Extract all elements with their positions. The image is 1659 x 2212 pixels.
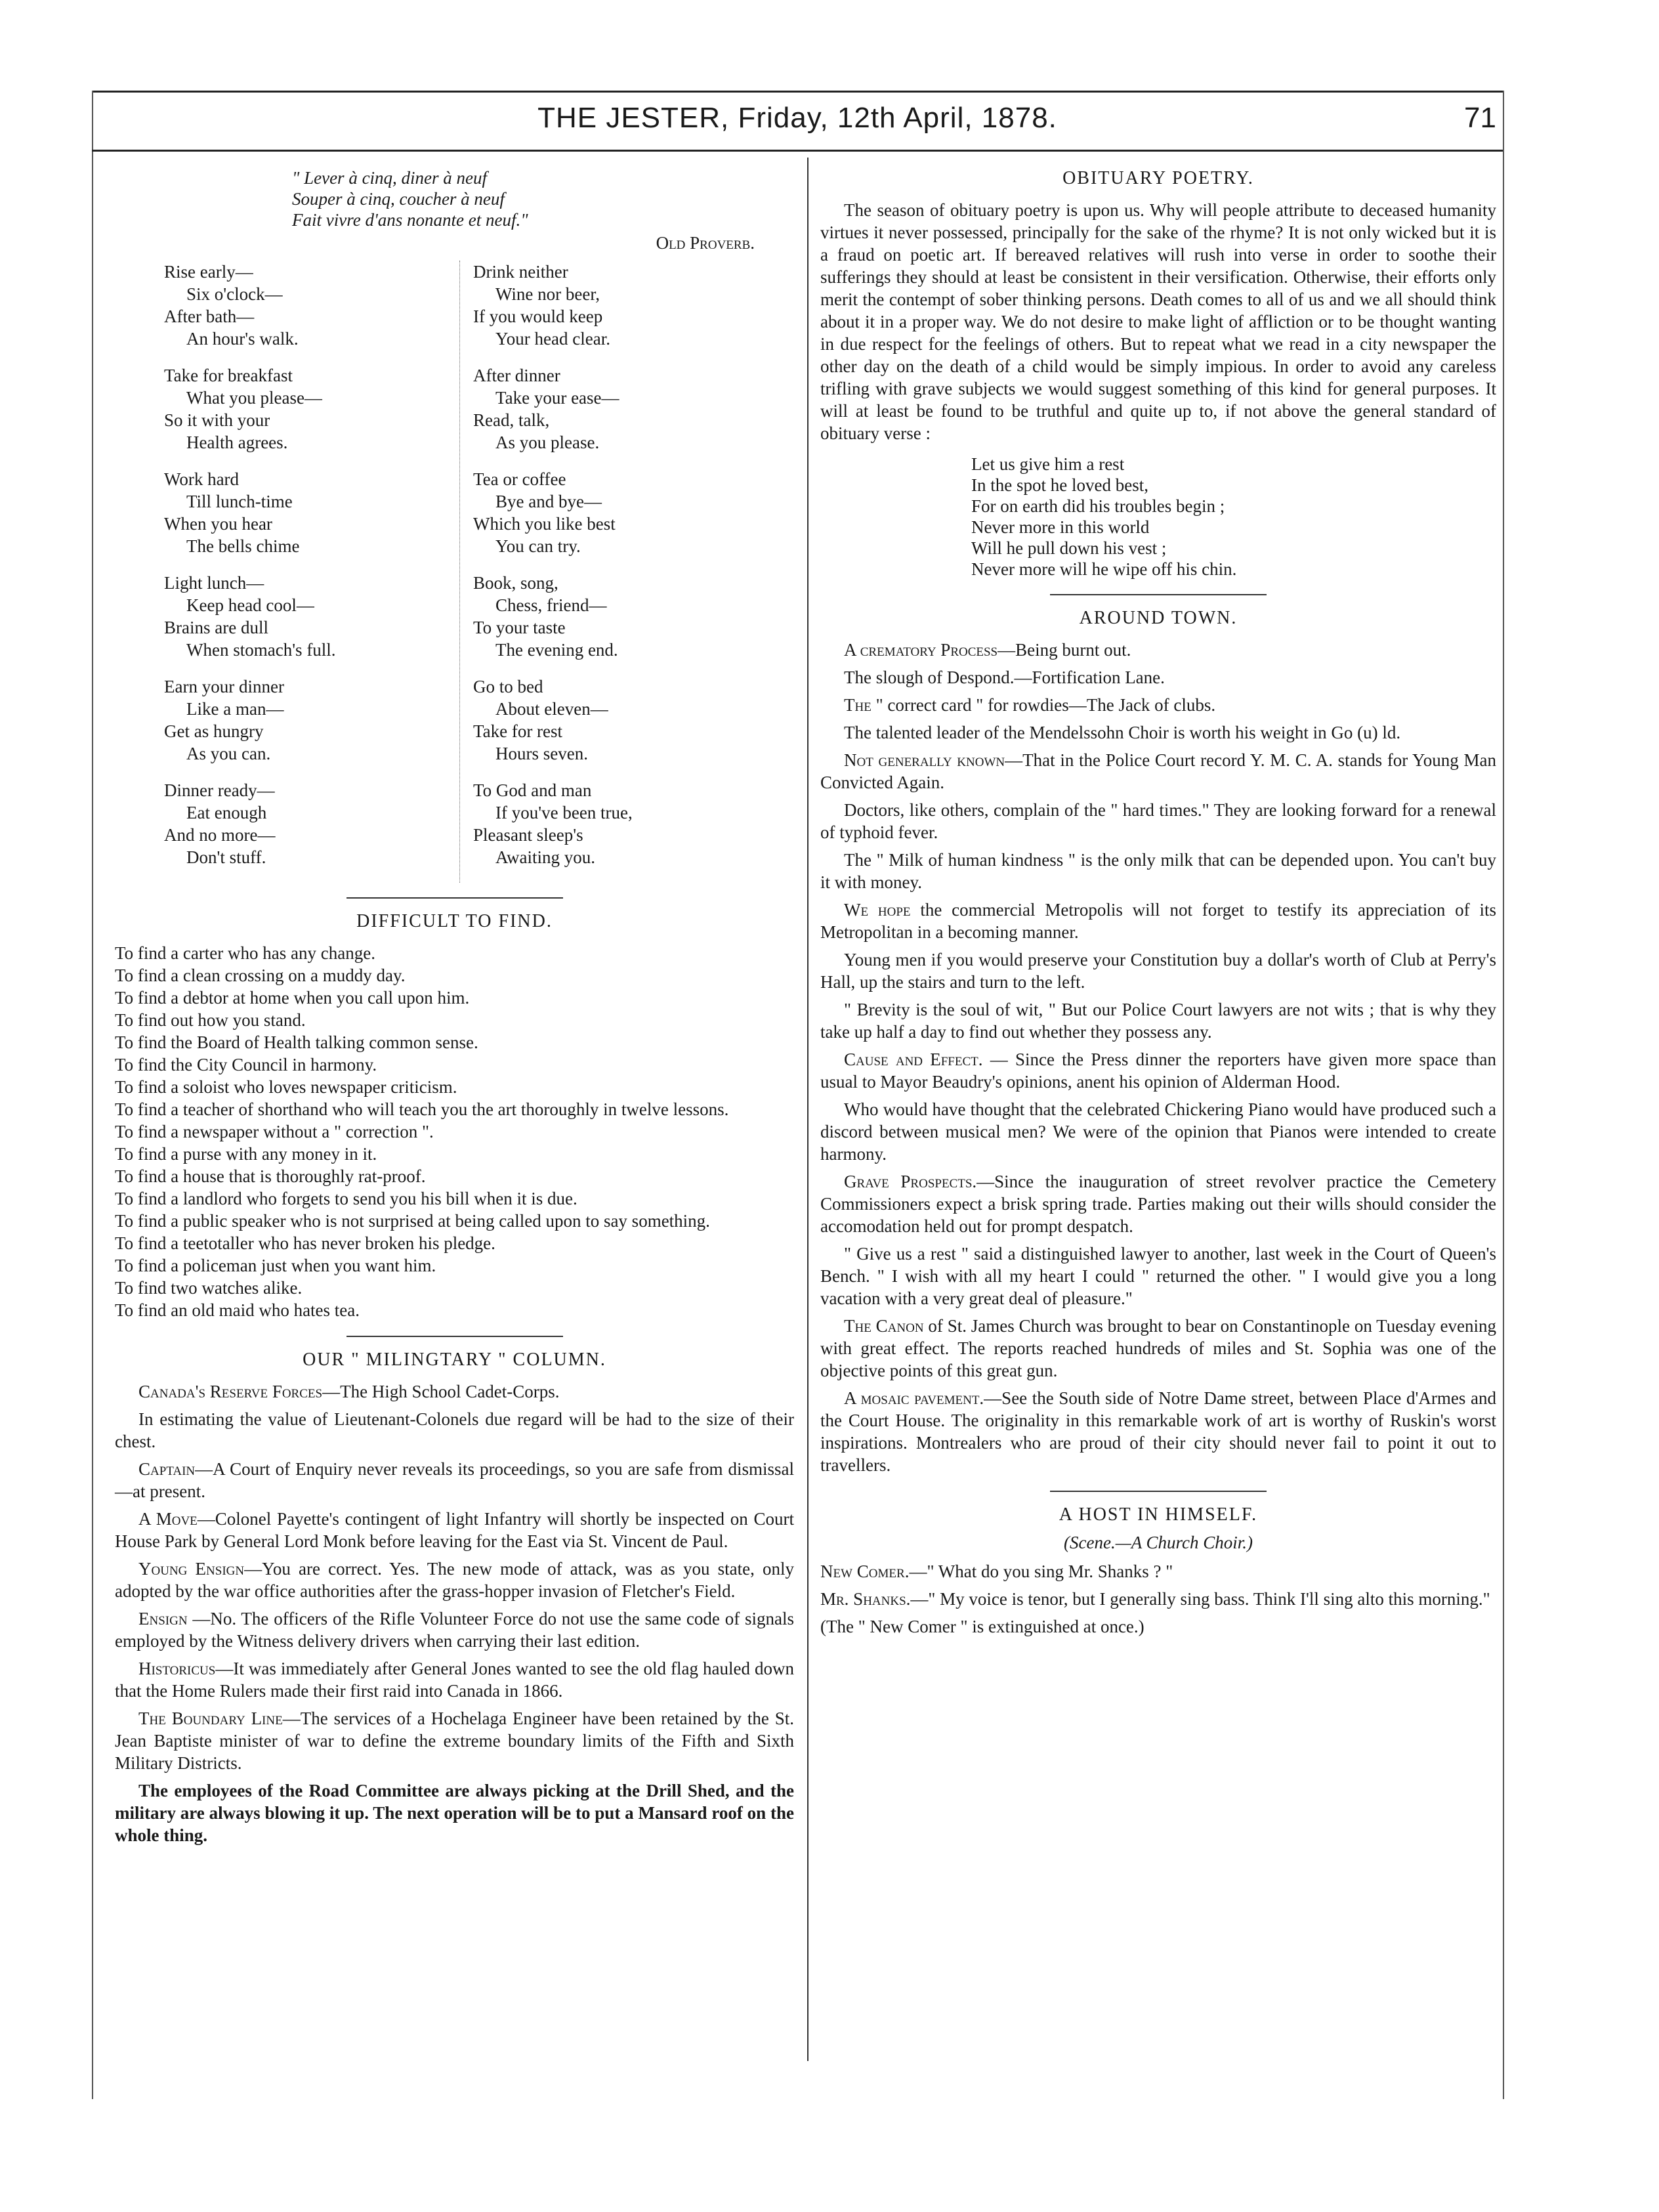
paragraph <box>115 1458 794 1502</box>
list-item: To find the City Council in harmony. <box>115 1055 377 1074</box>
paragraph-lead: Ensign <box>138 1609 188 1628</box>
paragraph-lead: A crematory Process <box>844 640 998 660</box>
poem-left-column <box>164 261 459 883</box>
paragraph <box>115 1779 794 1846</box>
section-title-obituary: OBITUARY POETRY. <box>1062 168 1254 188</box>
poem-line: After dinner <box>473 366 560 385</box>
poem-line: When you hear <box>164 514 272 534</box>
poem-line: An hour's walk. <box>186 329 299 349</box>
dialogue-text: —" My voice is tenor, but I generally sing bass. Think I'll sing alto this morning." <box>910 1589 1490 1609</box>
speaker: New Comer. <box>820 1562 910 1581</box>
paragraph-lead: The Canon <box>844 1316 924 1336</box>
epigraph-line: Fait vivre d'ans nonante et neuf." <box>292 210 528 230</box>
dialogue-line <box>820 1560 1496 1583</box>
poem-line: Your head clear. <box>495 329 610 349</box>
poem-line: Keep head cool— <box>186 595 314 615</box>
verse-line: Never more will he wipe off his chin. <box>971 559 1237 579</box>
paragraph <box>115 1558 794 1602</box>
section-title-milingtary: OUR " MILINGTARY " COLUMN. <box>303 1350 606 1370</box>
paragraph-text: " Brevity is the soul of wit, " But our Police Court lawyers are not wits ; that is why they take up half a day to find out whether they possess any. <box>820 1000 1496 1042</box>
verse-line: Will he pull down his vest ; <box>971 538 1167 558</box>
epigraph-attribution: Old Proverb. <box>656 233 755 253</box>
list-item: To find a carter who has any change. <box>115 943 375 963</box>
poem-line: Which you like best <box>473 514 616 534</box>
poem-stanza <box>164 364 459 454</box>
poem-line: Wine nor beer, <box>495 284 600 304</box>
section-title-around: AROUND TOWN. <box>1079 608 1238 628</box>
paragraph-text: " correct card " for rowdies—The Jack of clubs. <box>871 695 1216 715</box>
paragraph-text: —No. The officers of the Rifle Volunteer Force do not use the same code of signals employed by the Witness delivery drivers when carrying their last edition. <box>115 1609 794 1651</box>
paragraph-text: The " Milk of human kindness " is the only milk that can be depended upon. You can't buy it with money. <box>820 850 1496 892</box>
paragraph <box>820 721 1496 744</box>
paragraph-text: —It was immediately after General Jones wanted to see the old flag hauled down that the Home Rulers made their first raid into Canada in 1866. <box>115 1659 794 1701</box>
epigraph-line: " Lever à cinq, diner à neuf <box>292 168 488 188</box>
list-item: To find out how you stand. <box>115 1010 306 1030</box>
list-item: To find a soloist who loves newspaper criticism. <box>115 1077 457 1097</box>
poem-line: Go to bed <box>473 677 543 696</box>
paragraph <box>820 899 1496 943</box>
poem-line: Pleasant sleep's <box>473 825 583 845</box>
paragraph-lead: Cause and Effect. <box>844 1050 983 1069</box>
paragraph <box>115 1657 794 1702</box>
header-rule <box>92 150 1503 152</box>
paragraph <box>820 639 1496 661</box>
poem-line: Take for breakfast <box>164 366 293 385</box>
poem-stanza <box>164 468 459 557</box>
poem-line: To your taste <box>473 618 566 637</box>
list-item: To find a policeman just when you want him. <box>115 1256 436 1275</box>
section-rule <box>346 1336 563 1337</box>
paragraph <box>820 849 1496 893</box>
poem-stanza <box>473 261 768 350</box>
paragraph-text: —See the South side of Notre Dame street, between Place d'Armes and the Court House. The originality in this remarkable work of art is worthy of Ruskin's worst inspirations. Montrealers who are proud of their city should never fail to point it out to travellers. <box>820 1388 1496 1475</box>
poem-stanza <box>473 779 768 868</box>
verse-line: In the spot he loved best, <box>971 475 1148 495</box>
milingtary-paragraphs <box>115 1380 794 1846</box>
paragraph <box>115 1380 794 1403</box>
epigraph <box>292 167 794 230</box>
epigraph-line: Souper à cinq, coucher à neuf <box>292 189 505 209</box>
paragraph <box>820 749 1496 794</box>
poem-line: The bells chime <box>186 536 300 556</box>
paragraph <box>115 1607 794 1652</box>
paragraph-text: Doctors, like others, complain of the " hard times." They are looking forward for a renewal of typhoid fever. <box>820 800 1496 842</box>
paragraph-lead: A Move <box>138 1509 198 1529</box>
paragraph-lead: Grave Prospects. <box>844 1172 977 1191</box>
poem-line: Tea or coffee <box>473 469 566 489</box>
right-column <box>820 167 1496 1643</box>
section-rule <box>1050 594 1267 595</box>
poem-line: Awaiting you. <box>495 847 596 867</box>
paragraph <box>820 1170 1496 1237</box>
paragraph-text: —A Court of Enquiry never reveals its proceedings, so you are safe from dismissal—at present. <box>115 1459 794 1501</box>
paragraph <box>820 1048 1496 1093</box>
list-item: To find a newspaper without a " correction ". <box>115 1122 434 1141</box>
list-item: To find a landlord who forgets to send you his bill when it is due. <box>115 1189 578 1208</box>
paragraph <box>820 1098 1496 1165</box>
list-item: To find a public speaker who is not surprised at being called upon to say something. <box>115 1211 710 1231</box>
scene-note: (Scene.—A Church Choir.) <box>1064 1533 1253 1552</box>
poem-stanza <box>473 364 768 454</box>
paragraph-text: —That in the Police Court record Y. M. C. A. stands for Young Man Convicted Again. <box>820 750 1496 792</box>
poem-stanza <box>164 261 459 350</box>
section-title-difficult: DIFFICULT TO FIND. <box>356 911 553 931</box>
paragraph-text: —You are correct. Yes. The new mode of attack, was as you state, only adopted by the war office authorities after the grass-hopper invasion of Fletcher's Field. <box>115 1559 794 1601</box>
dialogue-line <box>820 1588 1496 1610</box>
paragraph-text: The employees of the Road Committee are always picking at the Drill Shed, and the military are always blowing it up. The next operation will be to put a Mansard roof on the whole thing. <box>115 1781 794 1845</box>
poem-line: After bath— <box>164 307 255 326</box>
poem-right-column <box>459 261 768 883</box>
poem-line: Dinner ready— <box>164 780 275 800</box>
poem-line: So it with your <box>164 410 270 430</box>
difficult-list <box>115 942 794 1321</box>
list-item: To find a teacher of shorthand who will teach you the art thoroughly in twelve lessons. <box>115 1099 729 1119</box>
poem-line: What you please— <box>186 388 322 408</box>
poem-line: Read, talk, <box>473 410 550 430</box>
paragraph-text: —The services of a Hochelaga Engineer have been retained by the St. Jean Baptiste minister of war to define the extreme boundary limits of the Fifth and Sixth Military Districts. <box>115 1709 794 1773</box>
dialogue-text: (The " New Comer " is extinguished at once.) <box>820 1617 1144 1636</box>
poem-line: Like a man— <box>186 699 284 719</box>
poem-line: And no more— <box>164 825 276 845</box>
paragraph <box>820 799 1496 843</box>
paragraph-lead: Captain <box>138 1459 196 1479</box>
paragraph-text: —Colonel Payette's contingent of light Infantry will shortly be inspected on Court House Park by General Lord Monk before leaving for the East via St. Vincent de Paul. <box>115 1509 794 1551</box>
list-item: To find a debtor at home when you call upon him. <box>115 988 470 1008</box>
right-border <box>1503 91 1504 2099</box>
poem-line: Rise early— <box>164 262 253 282</box>
poem-line: Get as hungry <box>164 721 264 741</box>
left-column <box>115 167 794 1852</box>
poem-line: Take for rest <box>473 721 563 741</box>
paragraph-text: of St. James Church was brought to bear on Constantinople on Tuesday evening with great effect. The reports reached hundreds of miles and St. Sophia was one of the objective points of this great gun. <box>820 1316 1496 1380</box>
poem-stanza <box>164 675 459 765</box>
paragraph <box>820 1387 1496 1476</box>
paragraph-text: the commercial Metropolis will not forget to testify its appreciation of its Metropolitan in a becoming manner. <box>820 900 1496 942</box>
paragraph-text: The talented leader of the Mendelssohn Choir is worth his weight in Go (u) ld. <box>844 723 1401 742</box>
masthead-title: THE JESTER, Friday, 12th April, 1878. <box>537 102 1057 134</box>
paragraph-lead: Canada's Reserve Forces <box>138 1382 323 1401</box>
list-item: To find an old maid who hates tea. <box>115 1300 360 1320</box>
paragraph-text: —Since the inauguration of street revolver practice the Cemetery Commissioners expect a brisk spring trade. Parties making out their wills should consider the accomodation held out for prompt despatch. <box>820 1172 1496 1236</box>
paragraph <box>115 1408 794 1453</box>
paragraph-text: —The High School Cadet-Corps. <box>322 1382 560 1401</box>
poem-line: About eleven— <box>495 699 608 719</box>
list-item: To find a clean crossing on a muddy day. <box>115 966 406 985</box>
verse-line: Let us give him a rest <box>971 454 1125 474</box>
poem-line: Earn your dinner <box>164 677 284 696</box>
poem-line: Brains are dull <box>164 618 268 637</box>
poem-line: Light lunch— <box>164 573 264 593</box>
poem-line: As you can. <box>186 744 271 763</box>
list-item: To find a house that is thoroughly rat-proof. <box>115 1166 426 1186</box>
paragraph-lead: Not generally known <box>844 750 1005 770</box>
paragraph-text: " Give us a rest " said a distinguished lawyer to another, last week in the Court of Queen's Bench. " I wish with all my heart I could " returned the other. " I would give you a long vacation with a very great deal of pleasure." <box>820 1244 1496 1308</box>
dialogue <box>820 1560 1496 1638</box>
list-item: To find a teetotaller who has never broken his pledge. <box>115 1233 495 1253</box>
poem-line: To God and man <box>473 780 592 800</box>
poem-line: Don't stuff. <box>186 847 266 867</box>
poem-line: The evening end. <box>495 640 618 660</box>
poem-stanza <box>164 572 459 661</box>
poem-line: When stomach's full. <box>186 640 336 660</box>
poem-line: Till lunch-time <box>186 492 293 511</box>
paragraph-lead: The Boundary Line <box>138 1709 283 1728</box>
paragraph-text: In estimating the value of Lieutenant-Colonels due regard will be had to the size of their chest. <box>115 1409 794 1451</box>
obituary-verse <box>971 454 1496 580</box>
paragraph-lead: The <box>844 695 872 715</box>
paragraph-text: — Since the Press dinner the reporters have given more space than usual to Mayor Beaudry's opinions, anent his opinion of Alderman Hood. <box>820 1050 1496 1092</box>
paragraph <box>115 1508 794 1552</box>
list-item: To find a purse with any money in it. <box>115 1144 377 1164</box>
poem-line: Bye and bye— <box>495 492 602 511</box>
paragraph-text: Young men if you would preserve your Constitution buy a dollar's worth of Club at Perry's Hall, up the stairs and turn to the left. <box>820 950 1496 992</box>
list-item: To find the Board of Health talking common sense. <box>115 1032 478 1052</box>
page-header <box>98 95 1496 148</box>
paragraph-text: —Being burnt out. <box>998 640 1131 660</box>
poem-line: As you please. <box>495 433 600 452</box>
top-border <box>92 91 1503 93</box>
poem-stanza <box>473 468 768 557</box>
section-title-host: A HOST IN HIMSELF. <box>1059 1504 1258 1525</box>
poem-stanza <box>164 779 459 868</box>
poem-line: Six o'clock— <box>186 284 283 304</box>
paragraph-text: The slough of Despond.—Fortification Lane. <box>844 668 1165 687</box>
poem-line: If you've been true, <box>495 803 633 822</box>
poem-line: Work hard <box>164 469 240 489</box>
poem-line: Drink neither <box>473 262 568 282</box>
paragraph-text: Who would have thought that the celebrated Chickering Piano would have produced such a discord between musical men? We were of the opinion that Pianos were intended to create harmony. <box>820 1099 1496 1164</box>
speaker: Mr. Shanks. <box>820 1589 911 1609</box>
paragraph-lead: A mosaic pavement. <box>844 1388 984 1408</box>
list-item: To find two watches alike. <box>115 1278 303 1298</box>
dialogue-text: —" What do you sing Mr. Shanks ? " <box>909 1562 1173 1581</box>
paragraph-lead: We hope <box>844 900 911 920</box>
paragraph-lead: Young Ensign <box>138 1559 245 1579</box>
page-number: 71 <box>1464 102 1496 134</box>
poem-stanza <box>473 572 768 661</box>
poem-line: Hours seven. <box>495 744 588 763</box>
dialogue-line <box>820 1615 1496 1638</box>
poem-line: If you would keep <box>473 307 603 326</box>
left-border <box>92 91 93 2099</box>
verse-line: For on earth did his troubles begin ; <box>971 496 1225 516</box>
verse-line: Never more in this world <box>971 517 1150 537</box>
paragraph <box>820 666 1496 689</box>
paragraph-lead: Historicus <box>138 1659 216 1678</box>
poem-line: Eat enough <box>186 803 267 822</box>
paragraph <box>820 998 1496 1043</box>
section-rule <box>346 897 563 899</box>
poem-line: Chess, friend— <box>495 595 607 615</box>
paragraph <box>820 948 1496 993</box>
poem-line: Book, song, <box>473 573 558 593</box>
paragraph <box>820 1243 1496 1309</box>
column-divider <box>807 158 808 2061</box>
poem <box>164 261 794 883</box>
section-rule <box>1050 1491 1267 1492</box>
paragraph <box>820 1315 1496 1382</box>
around-paragraphs <box>820 639 1496 1476</box>
obituary-text: The season of obituary poetry is upon us. Why will people attribute to deceased humanity virtues it never possessed, principally for the sake of the rhyme? It is not only wicked but it is a fraud on poetic art. If bereaved relatives will rush into verse in order to soothe their sufferings they should at least be consistent in their versification. Otherwise, their efforts only merit the contempt of sober thinking persons. Death comes to all of us and we all should think about it in a proper way. We do not desire to make light of affliction or to be thought wanting in due respect for the feelings of others. But to repeat what we read in a city newspaper the other day on the death of a child would be simply impious. In order to avoid any careless trifling with grave subjects we would suggest something of this kind for general purposes. It will at least be found to be truthful and quite up to, if not above the general standard of obituary verse : <box>820 200 1496 443</box>
paragraph <box>820 694 1496 716</box>
poem-stanza <box>473 675 768 765</box>
poem-line: Health agrees. <box>186 433 288 452</box>
poem-line: Take your ease— <box>495 388 620 408</box>
poem-line: You can try. <box>495 536 581 556</box>
paragraph <box>115 1707 794 1774</box>
